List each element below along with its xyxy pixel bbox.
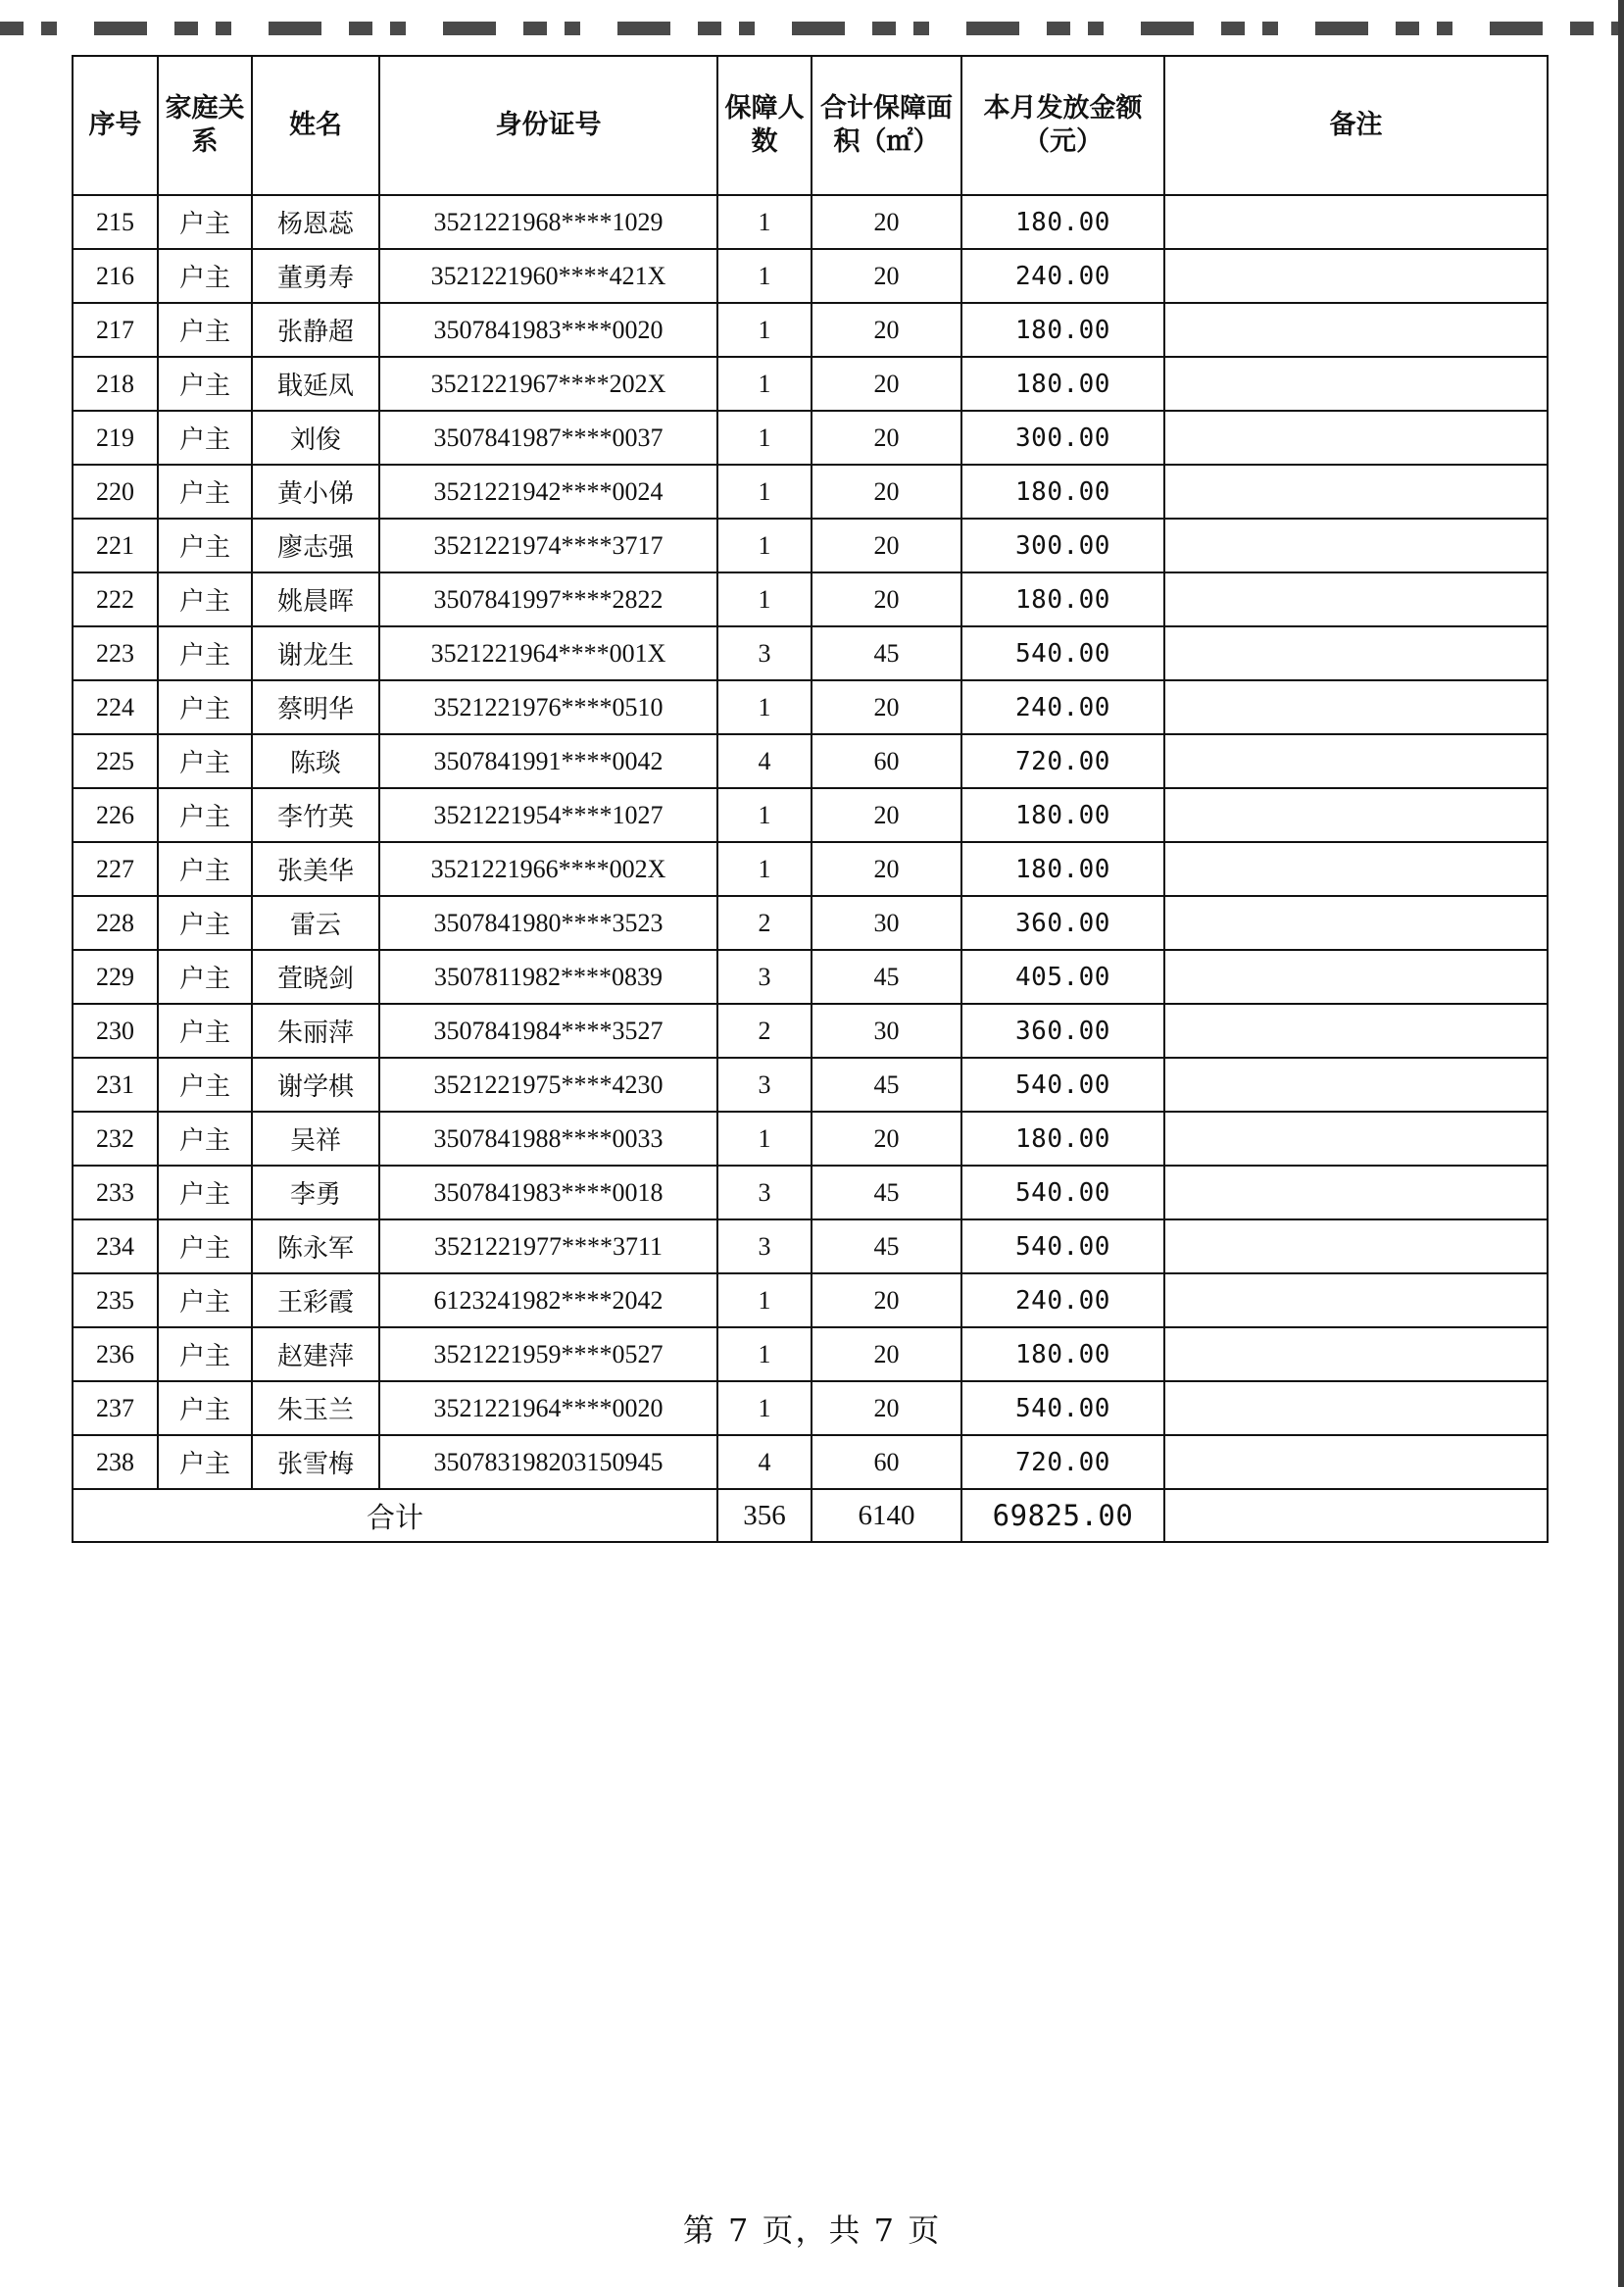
cell-id-number: 3521221974****3717 [379, 519, 717, 572]
table-row [73, 1166, 1548, 1219]
cell-persons: 1 [717, 1327, 812, 1381]
cell-id-number: 3521221964****001X [379, 626, 717, 680]
cell-relation: 户主 [158, 249, 252, 303]
cell-remark [1164, 842, 1548, 896]
cell-persons: 1 [717, 303, 812, 357]
cell-amount: 540.00 [961, 1166, 1164, 1219]
table-body [73, 195, 1548, 1489]
cell-name: 萓晓剑 [252, 950, 379, 1004]
cell-area: 60 [812, 734, 961, 788]
cell-amount: 180.00 [961, 465, 1164, 519]
header-relation: 家庭关系 [158, 56, 252, 195]
cell-name: 杨恩蕊 [252, 195, 379, 249]
cell-area: 20 [812, 1112, 961, 1166]
cell-id-number: 3507841983****0020 [379, 303, 717, 357]
cell-relation: 户主 [158, 1004, 252, 1058]
cell-area: 20 [812, 249, 961, 303]
cell-id-number: 3521221954****1027 [379, 788, 717, 842]
cell-amount: 240.00 [961, 249, 1164, 303]
table-row [73, 357, 1548, 411]
cell-area: 30 [812, 1004, 961, 1058]
cell-remark [1164, 465, 1548, 519]
cell-relation: 户主 [158, 1112, 252, 1166]
cell-name: 朱玉兰 [252, 1381, 379, 1435]
cell-id-number: 3521221976****0510 [379, 680, 717, 734]
cell-id-number: 350783198203150945 [379, 1435, 717, 1489]
cell-relation: 户主 [158, 303, 252, 357]
cell-relation: 户主 [158, 1219, 252, 1273]
cell-id-number: 3521221966****002X [379, 842, 717, 896]
cell-seq: 218 [73, 357, 158, 411]
cell-area: 45 [812, 626, 961, 680]
cell-name: 雷云 [252, 896, 379, 950]
total-remark [1164, 1489, 1548, 1542]
cell-amount: 540.00 [961, 1219, 1164, 1273]
total-area: 6140 [812, 1489, 961, 1542]
cell-id-number: 3521221967****202X [379, 357, 717, 411]
cell-relation: 户主 [158, 1327, 252, 1381]
cell-persons: 3 [717, 1166, 812, 1219]
cell-amount: 405.00 [961, 950, 1164, 1004]
cell-id-number: 3521221959****0527 [379, 1327, 717, 1381]
cell-name: 董勇寿 [252, 249, 379, 303]
cell-seq: 225 [73, 734, 158, 788]
cell-remark [1164, 572, 1548, 626]
cell-seq: 226 [73, 788, 158, 842]
table-row [73, 249, 1548, 303]
cell-amount: 540.00 [961, 626, 1164, 680]
cell-relation: 户主 [158, 626, 252, 680]
cell-amount: 180.00 [961, 572, 1164, 626]
cell-relation: 户主 [158, 411, 252, 465]
cell-seq: 220 [73, 465, 158, 519]
table-row [73, 1004, 1548, 1058]
cell-remark [1164, 195, 1548, 249]
cell-amount: 240.00 [961, 1273, 1164, 1327]
cell-area: 60 [812, 1435, 961, 1489]
cell-name: 赵建萍 [252, 1327, 379, 1381]
cell-amount: 180.00 [961, 195, 1164, 249]
cell-relation: 户主 [158, 1381, 252, 1435]
cell-relation: 户主 [158, 842, 252, 896]
cell-persons: 1 [717, 357, 812, 411]
cell-remark [1164, 788, 1548, 842]
cell-remark [1164, 303, 1548, 357]
cell-amount: 180.00 [961, 303, 1164, 357]
cell-seq: 231 [73, 1058, 158, 1112]
cell-remark [1164, 1327, 1548, 1381]
cell-name: 张静超 [252, 303, 379, 357]
cell-seq: 222 [73, 572, 158, 626]
cell-seq: 229 [73, 950, 158, 1004]
cell-area: 20 [812, 465, 961, 519]
cell-seq: 223 [73, 626, 158, 680]
cell-area: 20 [812, 1273, 961, 1327]
table-row [73, 950, 1548, 1004]
table-row [73, 1381, 1548, 1435]
table-row [73, 519, 1548, 572]
cell-area: 20 [812, 842, 961, 896]
cell-id-number: 3507841987****0037 [379, 411, 717, 465]
cell-name: 吴祥 [252, 1112, 379, 1166]
cell-amount: 180.00 [961, 1327, 1164, 1381]
cell-persons: 1 [717, 519, 812, 572]
cell-area: 45 [812, 950, 961, 1004]
cell-amount: 540.00 [961, 1381, 1164, 1435]
table-row [73, 788, 1548, 842]
cell-seq: 221 [73, 519, 158, 572]
cell-area: 20 [812, 195, 961, 249]
cell-persons: 3 [717, 950, 812, 1004]
table-row [73, 303, 1548, 357]
total-row [73, 1489, 1548, 1542]
cell-remark [1164, 1381, 1548, 1435]
cell-area: 45 [812, 1166, 961, 1219]
table-row [73, 1112, 1548, 1166]
page-number: 第 7 页，共 7 页 [682, 2212, 942, 2249]
cell-remark [1164, 1058, 1548, 1112]
cell-name: 陈永军 [252, 1219, 379, 1273]
cell-area: 20 [812, 1327, 961, 1381]
cell-remark [1164, 1166, 1548, 1219]
header-persons: 保障人数 [717, 56, 812, 195]
cell-amount: 180.00 [961, 842, 1164, 896]
header-amount: 本月发放金额（元） [961, 56, 1164, 195]
total-amount: 69825.00 [961, 1489, 1164, 1542]
table-row [73, 1435, 1548, 1489]
cell-name: 谢龙生 [252, 626, 379, 680]
cell-relation: 户主 [158, 734, 252, 788]
cell-id-number: 3507841980****3523 [379, 896, 717, 950]
cell-remark [1164, 734, 1548, 788]
cell-remark [1164, 519, 1548, 572]
cell-seq: 216 [73, 249, 158, 303]
cell-persons: 3 [717, 1219, 812, 1273]
cell-seq: 224 [73, 680, 158, 734]
table-row [73, 411, 1548, 465]
cell-relation: 户主 [158, 195, 252, 249]
cell-relation: 户主 [158, 950, 252, 1004]
cell-area: 45 [812, 1219, 961, 1273]
table-header-row [73, 56, 1548, 195]
cell-area: 45 [812, 1058, 961, 1112]
cell-amount: 240.00 [961, 680, 1164, 734]
cell-relation: 户主 [158, 1273, 252, 1327]
cell-remark [1164, 626, 1548, 680]
cell-seq: 217 [73, 303, 158, 357]
scan-right-edge [1618, 0, 1624, 2287]
cell-amount: 360.00 [961, 896, 1164, 950]
cell-remark [1164, 950, 1548, 1004]
cell-persons: 1 [717, 1381, 812, 1435]
cell-relation: 户主 [158, 1058, 252, 1112]
subsidy-table [72, 55, 1549, 1543]
table-row [73, 680, 1548, 734]
table-row [73, 1273, 1548, 1327]
table-row [73, 195, 1548, 249]
cell-area: 20 [812, 788, 961, 842]
cell-persons: 2 [717, 1004, 812, 1058]
cell-remark [1164, 411, 1548, 465]
cell-persons: 4 [717, 1435, 812, 1489]
cell-remark [1164, 1435, 1548, 1489]
header-name: 姓名 [252, 56, 379, 195]
cell-name: 陈琰 [252, 734, 379, 788]
table-row [73, 465, 1548, 519]
cell-id-number: 3507841988****0033 [379, 1112, 717, 1166]
cell-persons: 1 [717, 788, 812, 842]
cell-name: 黄小俤 [252, 465, 379, 519]
cell-persons: 1 [717, 465, 812, 519]
cell-amount: 720.00 [961, 734, 1164, 788]
cell-relation: 户主 [158, 519, 252, 572]
cell-id-number: 3507841991****0042 [379, 734, 717, 788]
cell-seq: 235 [73, 1273, 158, 1327]
cell-seq: 237 [73, 1381, 158, 1435]
cell-seq: 233 [73, 1166, 158, 1219]
cell-seq: 232 [73, 1112, 158, 1166]
table-row [73, 896, 1548, 950]
cell-remark [1164, 1219, 1548, 1273]
cell-id-number: 3521221960****421X [379, 249, 717, 303]
table-row [73, 626, 1548, 680]
cell-name: 张雪梅 [252, 1435, 379, 1489]
table-row [73, 734, 1548, 788]
cell-id-number: 3521221964****0020 [379, 1381, 717, 1435]
cell-name: 张美华 [252, 842, 379, 896]
cell-persons: 3 [717, 1058, 812, 1112]
cell-area: 20 [812, 411, 961, 465]
cell-seq: 230 [73, 1004, 158, 1058]
cell-area: 20 [812, 357, 961, 411]
cell-persons: 4 [717, 734, 812, 788]
cell-id-number: 3521221975****4230 [379, 1058, 717, 1112]
cell-relation: 户主 [158, 465, 252, 519]
scan-top-edge-marks [0, 22, 1624, 35]
cell-area: 20 [812, 680, 961, 734]
cell-relation: 户主 [158, 896, 252, 950]
cell-persons: 3 [717, 626, 812, 680]
cell-id-number: 3521221942****0024 [379, 465, 717, 519]
cell-remark [1164, 249, 1548, 303]
cell-remark [1164, 1273, 1548, 1327]
cell-seq: 228 [73, 896, 158, 950]
cell-persons: 1 [717, 195, 812, 249]
cell-seq: 215 [73, 195, 158, 249]
total-persons: 356 [717, 1489, 812, 1542]
cell-area: 20 [812, 1381, 961, 1435]
cell-area: 20 [812, 572, 961, 626]
cell-relation: 户主 [158, 1435, 252, 1489]
table-row [73, 572, 1548, 626]
cell-persons: 1 [717, 249, 812, 303]
cell-persons: 1 [717, 411, 812, 465]
header-area: 合计保障面积（㎡） [812, 56, 961, 195]
cell-persons: 1 [717, 680, 812, 734]
cell-area: 20 [812, 519, 961, 572]
table-row [73, 1058, 1548, 1112]
cell-name: 蔡明华 [252, 680, 379, 734]
cell-seq: 234 [73, 1219, 158, 1273]
cell-id-number: 6123241982****2042 [379, 1273, 717, 1327]
table-row [73, 1327, 1548, 1381]
table-row [73, 1219, 1548, 1273]
cell-relation: 户主 [158, 788, 252, 842]
cell-amount: 180.00 [961, 788, 1164, 842]
cell-remark [1164, 680, 1548, 734]
cell-id-number: 3507811982****0839 [379, 950, 717, 1004]
cell-name: 朱丽萍 [252, 1004, 379, 1058]
cell-persons: 1 [717, 572, 812, 626]
cell-id-number: 3507841997****2822 [379, 572, 717, 626]
cell-relation: 户主 [158, 680, 252, 734]
cell-name: 戢延凤 [252, 357, 379, 411]
table-row [73, 842, 1548, 896]
header-seq: 序号 [73, 56, 158, 195]
cell-relation: 户主 [158, 1166, 252, 1219]
cell-area: 20 [812, 303, 961, 357]
cell-name: 姚晨晖 [252, 572, 379, 626]
cell-persons: 1 [717, 842, 812, 896]
header-remark: 备注 [1164, 56, 1548, 195]
cell-persons: 1 [717, 1112, 812, 1166]
cell-seq: 227 [73, 842, 158, 896]
header-id-number: 身份证号 [379, 56, 717, 195]
cell-remark [1164, 1112, 1548, 1166]
cell-area: 30 [812, 896, 961, 950]
total-label: 合计 [73, 1489, 717, 1542]
cell-amount: 300.00 [961, 519, 1164, 572]
cell-relation: 户主 [158, 572, 252, 626]
cell-persons: 2 [717, 896, 812, 950]
cell-amount: 300.00 [961, 411, 1164, 465]
cell-id-number: 3507841983****0018 [379, 1166, 717, 1219]
cell-amount: 360.00 [961, 1004, 1164, 1058]
cell-name: 李勇 [252, 1166, 379, 1219]
cell-seq: 236 [73, 1327, 158, 1381]
cell-amount: 180.00 [961, 357, 1164, 411]
cell-name: 谢学棋 [252, 1058, 379, 1112]
cell-name: 李竹英 [252, 788, 379, 842]
cell-name: 刘俊 [252, 411, 379, 465]
cell-id-number: 3521221977****3711 [379, 1219, 717, 1273]
cell-id-number: 3507841984****3527 [379, 1004, 717, 1058]
cell-remark [1164, 1004, 1548, 1058]
cell-remark [1164, 357, 1548, 411]
cell-seq: 238 [73, 1435, 158, 1489]
cell-name: 廖志强 [252, 519, 379, 572]
cell-relation: 户主 [158, 357, 252, 411]
cell-amount: 180.00 [961, 1112, 1164, 1166]
cell-seq: 219 [73, 411, 158, 465]
cell-remark [1164, 896, 1548, 950]
cell-name: 王彩霞 [252, 1273, 379, 1327]
cell-persons: 1 [717, 1273, 812, 1327]
cell-amount: 540.00 [961, 1058, 1164, 1112]
cell-id-number: 3521221968****1029 [379, 195, 717, 249]
cell-amount: 720.00 [961, 1435, 1164, 1489]
